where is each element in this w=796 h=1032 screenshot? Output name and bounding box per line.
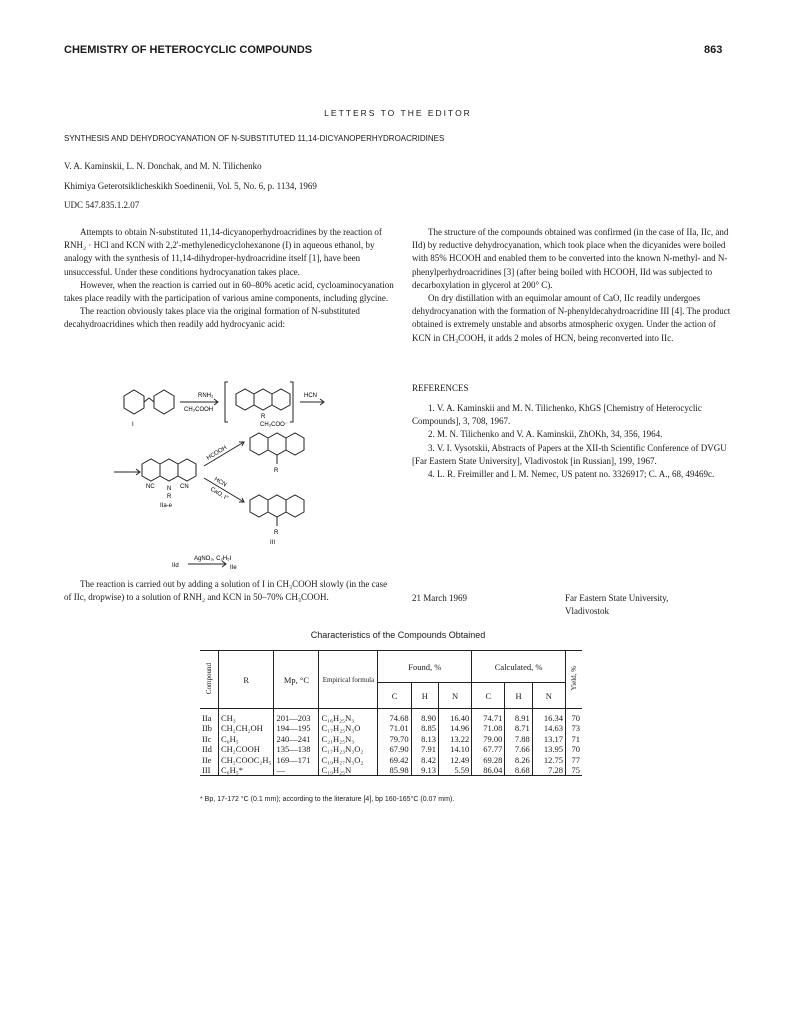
table-cell-r: CH₂COOH <box>219 744 274 755</box>
col-header-c: C <box>472 683 505 709</box>
table-cell-r: CH₂COOC₂H₅ <box>219 755 274 766</box>
reagent-hcn: HCN <box>304 393 317 399</box>
n-label: N <box>167 486 172 492</box>
references-heading: REFERENCES <box>412 383 469 393</box>
table-cell-r: C₆H₅* <box>219 765 274 776</box>
reagent-cao: CaO, t° <box>208 486 229 502</box>
table-cell-compound: IIe <box>200 755 219 766</box>
table-cell-fc: 71.01 <box>378 723 411 734</box>
table-cell-ch: 8.68 <box>505 765 532 776</box>
paragraph: On dry distillation with an equimolar amount of CaO, IIc readily undergoes dehydrocyanation with the formation of N-phenyldecahydroacridine III [4]. The product obtained is extremely unstable and absorbs atmospheric oxygen. Under the action of KCN in CH₃COOH, it adds 2 moles of HCN, being reconverted into IIc. <box>412 293 731 343</box>
table-cell-yield: 70 <box>571 713 580 723</box>
table-cell-cc: 79.00 <box>472 734 505 745</box>
reference-item: 1. V. A. Kaminskii and M. N. Tilichenko, KhGS [Chemistry of Heterocyclic Compounds], 3, 708, 1967. <box>412 403 702 427</box>
table-cell-fn: 5.59 <box>439 765 472 776</box>
table-cell-yield: 70 <box>571 744 580 755</box>
table-cell-cc: 67.77 <box>472 744 505 755</box>
table-cell-fh: 8.90 <box>411 709 438 724</box>
table-cell-cn: 7.28 <box>532 765 565 776</box>
table-cell-yield: 73 <box>571 723 580 734</box>
table-cell-ch: 8.91 <box>505 709 532 724</box>
paragraph: Attempts to obtain N-substituted 11,14-dicyanoperhydroacridines by the reaction of RNH₂ · HCl and KCN with 2,2'-methylenedicyclohexanone (I) in aqueous ethanol, by analogy with the synthesis of 11,14-dihydroper-hydroacridine itself [1], have been unsuccessful. Under these conditions hydrocyanation takes place. <box>64 227 382 277</box>
section-heading: LETTERS TO THE EDITOR <box>324 108 472 118</box>
table-cell-compound: IIb <box>200 723 219 734</box>
paragraph: However, when the reaction is carried out in 60–80% acetic acid, cycloaminocyanation takes place readily with the participation of various amine components, including glycine. <box>64 279 394 304</box>
col-header-compound: Compound <box>205 662 213 695</box>
table-cell-fn: 14.96 <box>439 723 472 734</box>
citation: Khimiya Geterotsiklicheskikh Soedinenii, Vol. 5, No. 6, p. 1134, 1969 <box>64 181 317 191</box>
table-cell-formula: C₂₁H₂₅N₃ <box>319 734 378 745</box>
table-cell-cc: 86.04 <box>472 765 505 776</box>
table-cell-mp: 135—138 <box>274 744 319 755</box>
procedure-text <box>64 578 394 604</box>
col-header-h: H <box>505 683 532 709</box>
table-cell-fc: 74.68 <box>378 709 411 724</box>
table-cell-ch: 7.88 <box>505 734 532 745</box>
table-caption: Characteristics of the Compounds Obtained <box>310 630 486 640</box>
table-cell-yield: 75 <box>571 765 580 775</box>
table-cell-cn: 16.34 <box>532 709 565 724</box>
col-header-calculated: Calculated, % <box>472 651 566 683</box>
reference-item: 2. M. N. Tilichenko and V. A. Kaminskii, ZhOKh, 34, 356, 1964. <box>428 429 663 440</box>
table-row <box>200 744 582 755</box>
table-cell-mp: 194—195 <box>274 723 319 734</box>
table-cell-fn: 16.40 <box>439 709 472 724</box>
table-cell-mp: 240—241 <box>274 734 319 745</box>
table-cell-ch: 7.66 <box>505 744 532 755</box>
table-cell-ch: 8.71 <box>505 723 532 734</box>
table-cell-compound: IIc <box>200 734 219 745</box>
r-label: R <box>274 530 279 536</box>
table-cell-mp: 169—171 <box>274 755 319 766</box>
nc-label: NC <box>146 484 155 490</box>
col-header-yield: Yield, % <box>570 666 578 691</box>
table-cell-fn: 13.22 <box>439 734 472 745</box>
table-cell-cn: 12.75 <box>532 755 565 766</box>
page-number: 863 <box>704 44 723 56</box>
udc: UDC 547.835.1.2.07 <box>64 200 140 210</box>
table-cell-fc: 69.42 <box>378 755 411 766</box>
col-header-h: H <box>411 683 438 709</box>
table-cell-formula: C₁₆H₂₅N₃ <box>319 709 378 724</box>
table-cell-cc: 69.28 <box>472 755 505 766</box>
table-cell-mp: — <box>274 765 319 776</box>
col-header-n: N <box>439 683 472 709</box>
r-label: R <box>261 414 266 420</box>
table-cell-fc: 85.98 <box>378 765 411 776</box>
compound-iid-label: IId <box>172 563 179 569</box>
table-cell-cn: 13.95 <box>532 744 565 755</box>
table-row <box>200 765 582 776</box>
date: 21 March 1969 <box>412 593 467 603</box>
col-header-mp: Mp, °C <box>274 651 319 709</box>
compound-ii-label: IIa-e <box>160 503 173 509</box>
compound-iie-label: IIe <box>230 565 237 570</box>
table-row <box>200 709 582 724</box>
table-cell-cn: 13.17 <box>532 734 565 745</box>
reference-item: 3. V. I. Vysotskii, Abstracts of Papers at the XII-th Scientific Conference of DVGU [Far Eastern State University], Vladivostok [in Russian], 199, 1967. <box>412 442 727 466</box>
article-title: SYNTHESIS AND DEHYDROCYANATION OF N-SUBSTITUTED 11,14-DICYANOPERHYDROACRIDINES <box>64 134 445 143</box>
table-cell-fh: 8.13 <box>411 734 438 745</box>
cn-label: CN <box>180 484 189 490</box>
compound-iii-label: III <box>270 540 276 546</box>
table-cell-fh: 7.91 <box>411 744 438 755</box>
table-cell-mp: 201—203 <box>274 709 319 724</box>
table-cell-ch: 8.26 <box>505 755 532 766</box>
paragraph: The reaction obviously takes place via the original formation of N-substituted decahydroacridines which then readily add hydrocyanic acid: <box>64 306 360 330</box>
table-cell-r: C₆H₅ <box>219 734 274 745</box>
table-cell-formula: C₁₇H₂₅N₃O <box>319 723 378 734</box>
table-cell-r: CH₃ <box>219 709 274 724</box>
paragraph: The reaction is carried out by adding a solution of I in CH₃COOH slowly (in the case of IIc, dropwise) to a solution of RNH₂ and KCN in 50–70% CH₃COOH. <box>64 579 388 603</box>
col-header-found: Found, % <box>378 651 472 683</box>
reaction-scheme <box>110 380 390 570</box>
table-cell-fh: 8.42 <box>411 755 438 766</box>
table-cell-yield: 77 <box>571 754 580 765</box>
table-cell-compound: IId <box>200 744 219 755</box>
table-cell-r: CH₂CH₂OH <box>219 723 274 734</box>
affiliation-line: Far Eastern State University, <box>565 593 669 603</box>
col-header-n: N <box>532 683 565 709</box>
table-cell-cc: 74.71 <box>472 709 505 724</box>
acetate-label: CH₃COO⁻ <box>260 422 288 428</box>
table-row <box>200 734 582 745</box>
table-cell-formula: C₁₉H₂₅N <box>319 765 378 776</box>
table-cell-compound: IIa <box>200 709 219 724</box>
affiliation-line: Vladivostok <box>565 606 609 617</box>
compounds-table <box>200 650 582 776</box>
table-cell-compound: III <box>200 765 219 776</box>
affiliation <box>565 592 668 618</box>
table-cell-fh: 8.85 <box>411 723 438 734</box>
reagent-hcooh: HCOOH <box>205 445 229 462</box>
table-cell-fc: 67.90 <box>378 744 411 755</box>
right-column <box>412 226 737 345</box>
table-cell-formula: C₁₉H₂₇N₃O₂ <box>319 755 378 766</box>
reference-item: 4. L. R. Freimiller and I. M. Nemec, US patent no. 3326917; C. A., 68, 49469c. <box>428 469 715 480</box>
table-footnote: * Bp, 17-172 °C (0.1 mm); according to the literature [4], bp 160-165°C (0.07 mm). <box>200 796 455 803</box>
table-cell-formula: C₁₇H₂₃N₃O₂ <box>319 744 378 755</box>
col-header-c: C <box>378 683 411 709</box>
reagent-rnh2: RNH₂ <box>198 393 214 399</box>
r-label: R <box>167 494 172 500</box>
table-cell-yield: 71 <box>571 733 580 744</box>
authors: V. A. Kaminskii, L. N. Donchak, and M. N. Tilichenko <box>64 161 262 171</box>
table-row <box>200 755 582 766</box>
r-label: R <box>274 468 279 474</box>
table-cell-fc: 79.70 <box>378 734 411 745</box>
table-cell-fh: 9.13 <box>411 765 438 776</box>
references-list <box>412 402 737 481</box>
table-cell-cn: 14.63 <box>532 723 565 734</box>
paragraph: The structure of the compounds obtained was confirmed (in the case of IIa, IIc, and IId) by reductive dehydrocyanation, which took place when the dicyanides were boiled with 85% HCOOH and enabled them to be converted into the known N-methyl- and N-phenylperhydroacridines [3] (after being boiled with HCOOH, IId was subjected to decarboxylation in glycerol at 200° C). <box>412 227 729 290</box>
journal-name: CHEMISTRY OF HETEROCYCLIC COMPOUNDS <box>64 44 313 56</box>
compound-i-label: I <box>132 422 134 428</box>
table-row <box>200 723 582 734</box>
data-table <box>200 650 582 776</box>
table-cell-fn: 12.49 <box>439 755 472 766</box>
col-header-r: R <box>219 651 274 709</box>
table-cell-fn: 14.10 <box>439 744 472 755</box>
reagent-hcn: HCN <box>212 476 228 489</box>
table-cell-cc: 71.08 <box>472 723 505 734</box>
left-column <box>64 226 394 332</box>
reagent-acetic-acid: CH₃COOH <box>184 407 214 413</box>
col-header-formula: Empirical formula <box>319 651 378 709</box>
reagent-agno3: AgNO₃, C₂H₅I <box>194 556 232 562</box>
